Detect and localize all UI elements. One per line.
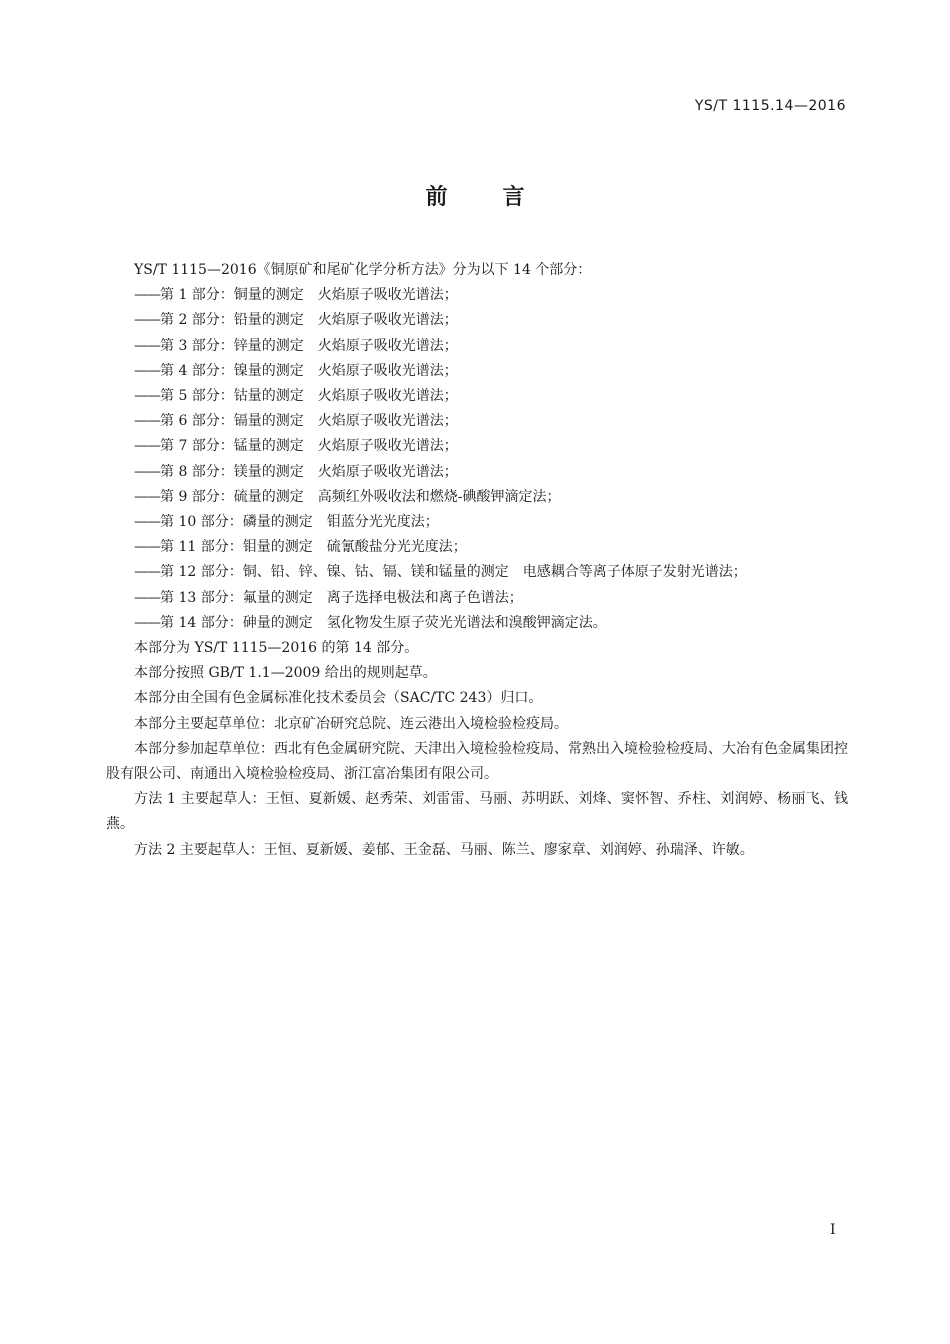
part-text: 第 4 部分：镍量的测定 火焰原子吸收光谱法； [160,362,458,379]
part-item [106,359,848,384]
list-dash: —— [134,589,160,606]
list-dash: —— [134,488,160,505]
standard-code: YS/T 1115.14—2016 [694,98,846,114]
list-dash: —— [134,564,160,581]
part-item [106,283,848,308]
preface-title: 前言 [425,185,580,210]
method2-drafters: 方法 2 主要起草人：王恒、夏新媛、姜郁、王金磊、马丽、陈兰、廖家章、刘润婷、孙瑞泽、许敏。 [134,841,754,858]
part-text: 第 10 部分：磷量的测定 钼蓝分光光度法； [160,514,439,531]
participating-units: 本部分参加起草单位：西北有色金属研究院、天津出入境检验检疫局、常熟出入境检验检疫局、大冶有色金属集团控股有限公司、南通出入境检验检疫局、浙江富冶集团有限公司。 [106,740,848,783]
part-text: 第 3 部分：锌量的测定 火焰原子吸收光谱法； [160,337,458,354]
page-number: I [830,1222,836,1238]
part-text: 第 7 部分：锰量的测定 火焰原子吸收光谱法； [160,438,458,455]
list-dash: —— [134,388,160,405]
part-item [106,409,848,434]
part-item [106,485,848,510]
list-dash: —— [134,312,160,329]
list-dash: —— [134,362,160,379]
part-text: 第 5 部分：钴量的测定 火焰原子吸收光谱法； [160,388,458,405]
part-text: 第 14 部分：砷量的测定 氢化物发生原子荧光光谱法和溴酸钾滴定法。 [160,614,607,631]
list-dash: —— [134,539,160,556]
list-dash: —— [134,514,160,531]
part-item [106,510,848,535]
part-item [106,334,848,359]
list-dash: —— [134,413,160,430]
part-text: 第 6 部分：镉量的测定 火焰原子吸收光谱法； [160,413,458,430]
method1-drafters: 方法 1 主要起草人：王恒、夏新媛、赵秀荣、刘雷雷、马丽、苏明跃、刘烽、窦怀智、乔柱、刘润婷、杨丽飞、钱燕。 [106,791,848,833]
part-text: 第 9 部分：硫量的测定 高频红外吸收法和燃烧-碘酸钾滴定法； [160,488,561,505]
parts-list [106,283,848,636]
list-dash: —— [134,614,160,631]
part-item [106,586,848,611]
list-dash: —— [134,287,160,304]
list-dash: —— [134,337,160,354]
part-item [106,460,848,485]
part-text: 第 12 部分：铜、铅、锌、镍、钴、镉、镁和锰量的测定 电感耦合等离子体原子发射光谱法； [160,564,747,581]
part-item [106,308,848,333]
part-of-statement: 本部分为 YS/T 1115—2016 的第 14 部分。 [134,640,419,657]
part-text: 第 11 部分：钼量的测定 硫氰酸盐分光光度法； [160,539,467,556]
list-dash: —— [134,463,160,480]
part-item [106,384,848,409]
part-text: 第 2 部分：铅量的测定 火焰原子吸收光谱法； [160,312,458,329]
part-text: 第 8 部分：镁量的测定 火焰原子吸收光谱法； [160,463,458,480]
part-text: 第 13 部分：氟量的测定 离子选择电极法和离子色谱法； [160,589,523,606]
main-drafting-units: 本部分主要起草单位：北京矿冶研究总院、连云港出入境检验检疫局。 [134,715,568,732]
committee-statement: 本部分由全国有色金属标准化技术委员会（SAC/TC 243）归口。 [134,690,543,707]
part-item [106,535,848,560]
preface-body [106,258,848,863]
drafting-rules-statement: 本部分按照 GB/T 1.1—2009 给出的规则起草。 [134,665,437,682]
intro-paragraph: YS/T 1115—2016《铜原矿和尾矿化学分析方法》分为以下 14 个部分： [134,262,592,278]
part-item [106,560,848,585]
part-text: 第 1 部分：铜量的测定 火焰原子吸收光谱法； [160,287,458,304]
part-item [106,434,848,459]
list-dash: —— [134,438,160,455]
part-item [106,611,848,636]
